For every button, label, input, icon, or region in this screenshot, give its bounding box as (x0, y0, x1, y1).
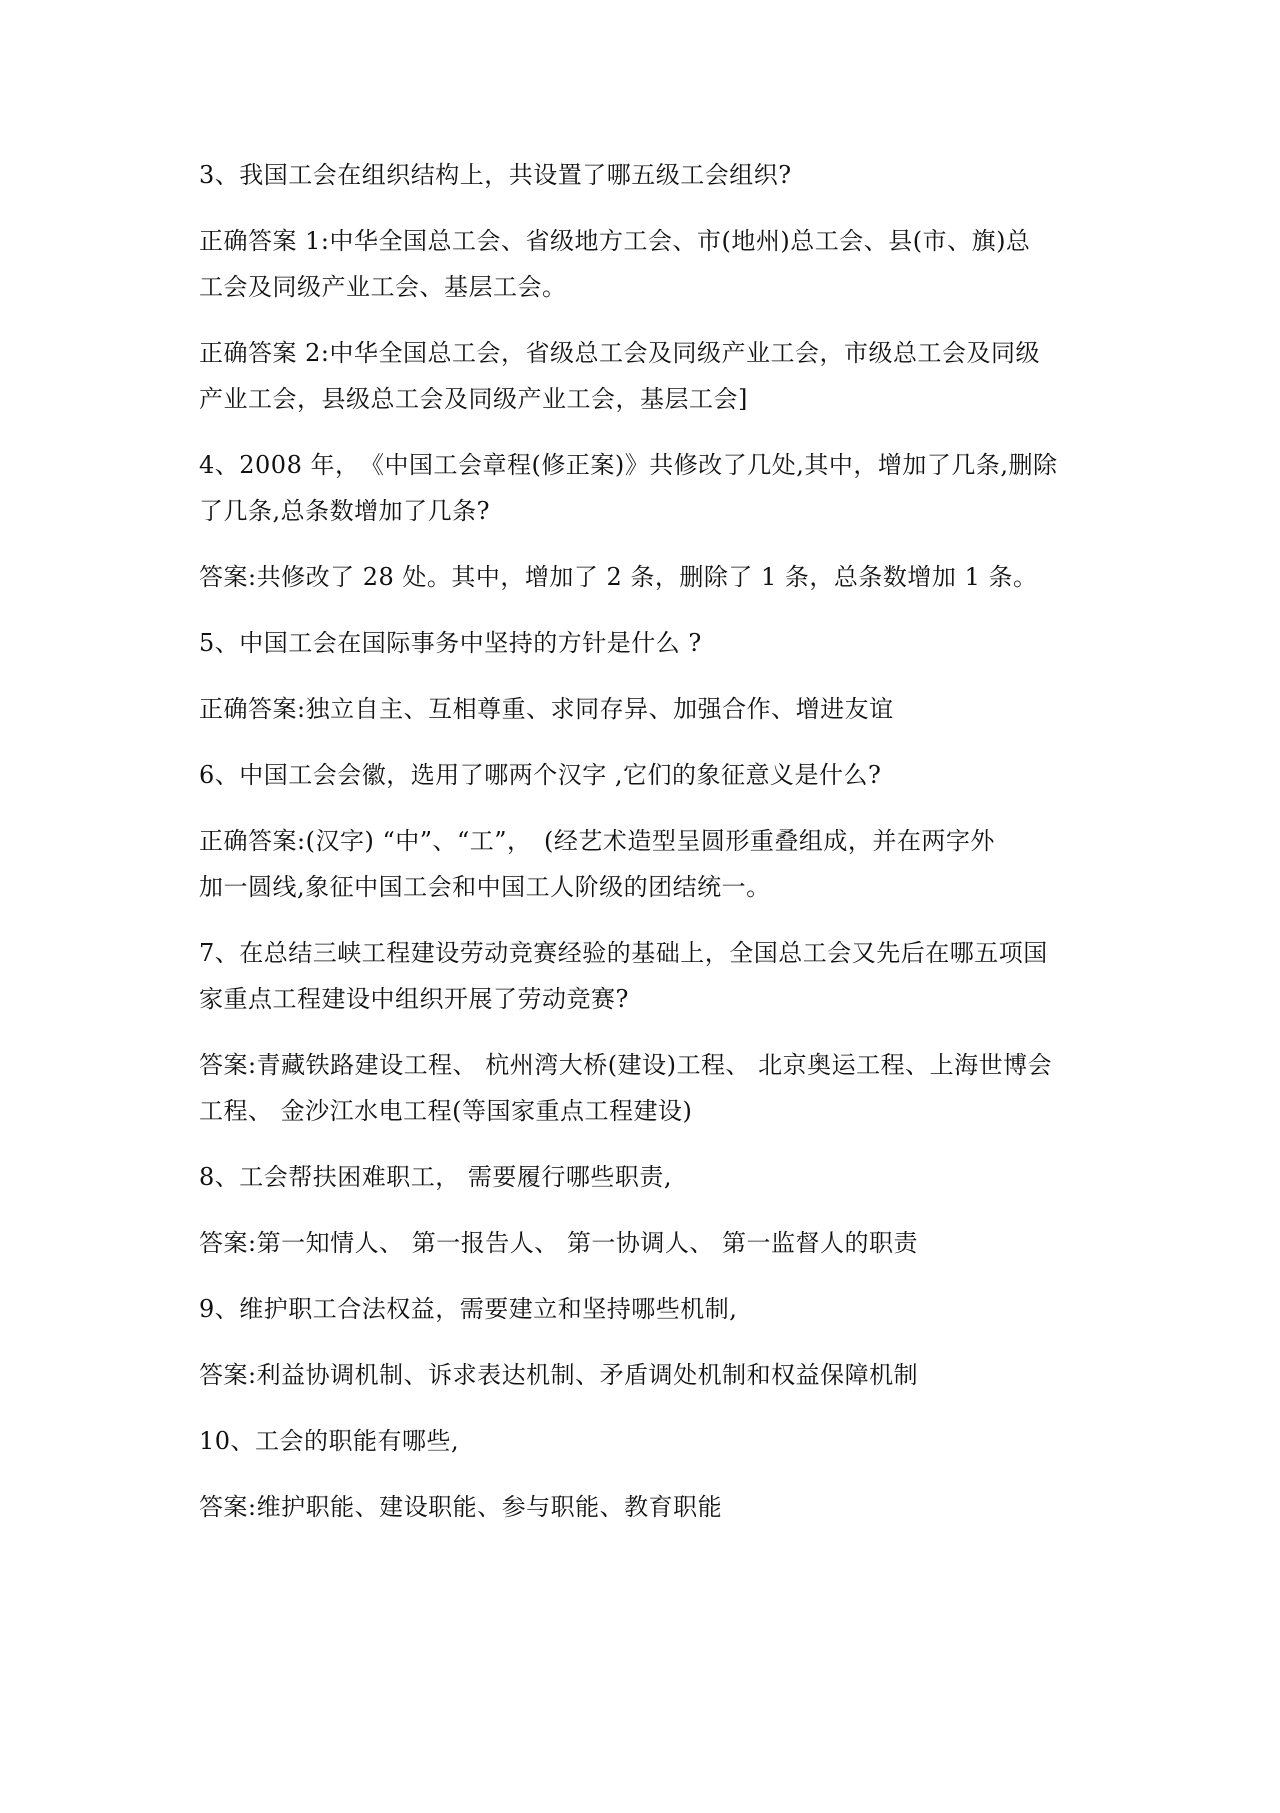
answer-6 (199, 818, 1099, 910)
text-line: 6、中国工会会徽，选用了哪两个汉字 ,它们的象征意义是什么? (199, 761, 882, 789)
text-line: 答案:利益协调机制、诉求表达机制、矛盾调处机制和权益保障机制 (199, 1361, 919, 1389)
text-line: 正确答案 2:中华全国总工会，省级总工会及同级产业工会，市级总工会及同级 (199, 339, 1040, 367)
answer-4 (199, 554, 1099, 600)
question-6 (199, 752, 1099, 798)
text-line: 家重点工程建设中组织开展了劳动竞赛? (199, 985, 629, 1013)
text-line: 产业工会，县级总工会及同级产业工会，基层工会] (199, 385, 748, 413)
text-line: 加一圆线,象征中国工会和中国工人阶级的团结统一。 (199, 873, 771, 901)
answer-9 (199, 1352, 1099, 1398)
text-line: 答案:第一知情人、 第一报告人、 第一协调人、 第一监督人的职责 (199, 1229, 918, 1257)
text-line: 4、2008 年， 《中国工会章程(修正案)》共修改了几处,其中，增加了几条,删除 (199, 451, 1058, 479)
text-line: 工会及同级产业工会、基层工会。 (199, 273, 567, 301)
question-3 (199, 152, 1099, 198)
question-4 (199, 442, 1099, 534)
answer-8 (199, 1220, 1099, 1266)
text-line: 正确答案 1:中华全国总工会、省级地方工会、市(地州)总工会、县(市、旗)总 (199, 227, 1031, 255)
question-7 (199, 930, 1099, 1022)
text-line: 正确答案:独立自主、互相尊重、求同存异、加强合作、增进友谊 (199, 695, 894, 723)
question-8 (199, 1154, 1099, 1200)
text-line: 正确答案:(汉字) “中”、“工”， (经艺术造型呈圆形重叠组成，并在两字外 (199, 827, 995, 855)
answer-5 (199, 686, 1099, 732)
question-10 (199, 1418, 1099, 1464)
text-line: 答案:青藏铁路建设工程、 杭州湾大桥(建设)工程、 北京奥运工程、上海世博会 (199, 1051, 1053, 1079)
text-line: 工程、 金沙江水电工程(等国家重点工程建设) (199, 1097, 693, 1125)
text-line: 答案:共修改了 28 处。其中，增加了 2 条，删除了 1 条，总条数增加 1 条。 (199, 563, 1038, 591)
text-line: 答案:维护职能、建设职能、参与职能、教育职能 (199, 1493, 723, 1521)
document-body (199, 152, 1099, 1550)
answer-10 (199, 1484, 1099, 1530)
text-line: 3、我国工会在组织结构上，共设置了哪五级工会组织? (199, 161, 792, 189)
text-line: 5、中国工会在国际事务中坚持的方针是什么 ? (199, 629, 702, 657)
answer-3-1 (199, 218, 1099, 310)
text-line: 7、在总结三峡工程建设劳动竞赛经验的基础上，全国总工会又先后在哪五项国 (199, 939, 1048, 967)
answer-7 (199, 1042, 1099, 1134)
text-line: 10、工会的职能有哪些, (199, 1427, 460, 1455)
question-9 (199, 1286, 1099, 1332)
text-line: 9、维护职工合法权益，需要建立和坚持哪些机制, (199, 1295, 738, 1323)
text-line: 8、工会帮扶困难职工， 需要履行哪些职责, (199, 1163, 673, 1191)
text-line: 了几条,总条数增加了几条? (199, 497, 490, 525)
answer-3-2 (199, 330, 1099, 422)
question-5 (199, 620, 1099, 666)
